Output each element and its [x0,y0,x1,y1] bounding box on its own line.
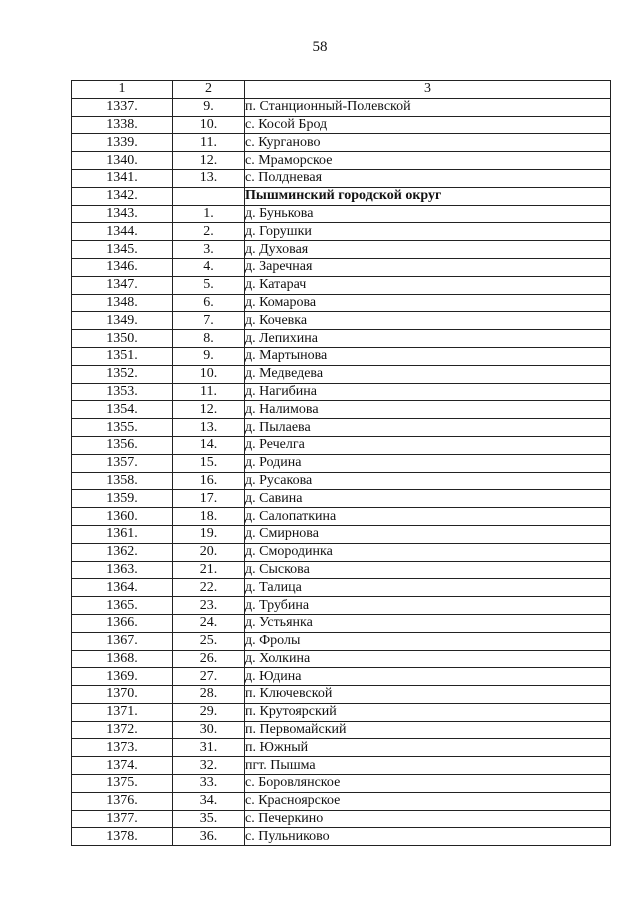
table-row [72,490,611,508]
table-row [72,721,611,739]
district-number-cell: 28. [173,686,245,704]
row-number-cell: 1339. [72,134,173,152]
row-number-cell: 1368. [72,650,173,668]
table-row [72,276,611,294]
district-number-cell: 1. [173,205,245,223]
settlement-name-cell: д. Налимова [245,401,611,419]
row-number-cell: 1350. [72,330,173,348]
district-number-cell: 23. [173,597,245,615]
table-row [72,436,611,454]
settlement-name-cell: с. Полдневая [245,169,611,187]
row-number-cell: 1349. [72,312,173,330]
table-row [72,632,611,650]
settlement-name-cell: с. Боровлянское [245,775,611,793]
row-number-cell: 1355. [72,419,173,437]
district-number-cell: 11. [173,134,245,152]
district-number-cell: 12. [173,152,245,170]
table-row [72,419,611,437]
settlement-name-cell: д. Катарач [245,276,611,294]
district-number-cell: 9. [173,98,245,116]
settlement-name-cell: д. Комарова [245,294,611,312]
row-number-cell: 1361. [72,525,173,543]
row-number-cell: 1352. [72,365,173,383]
row-number-cell: 1345. [72,241,173,259]
row-number-cell: 1346. [72,258,173,276]
table-row [72,258,611,276]
district-number-cell: 35. [173,810,245,828]
settlement-name-cell: д. Салопаткина [245,508,611,526]
district-number-cell: 13. [173,419,245,437]
row-number-cell: 1376. [72,792,173,810]
settlement-name-cell: д. Горушки [245,223,611,241]
settlement-name-cell: д. Лепихина [245,330,611,348]
settlement-name-cell: с. Печеркино [245,810,611,828]
row-number-cell: 1370. [72,686,173,704]
settlement-name-cell: с. Мраморское [245,152,611,170]
settlement-name-cell: д. Холкина [245,650,611,668]
district-number-cell: 16. [173,472,245,490]
table-row [72,330,611,348]
table-row [72,739,611,757]
district-number-cell: 14. [173,436,245,454]
table-row [72,579,611,597]
table-row [72,792,611,810]
settlement-name-cell: пгт. Пышма [245,757,611,775]
settlement-name-cell: д. Пылаева [245,419,611,437]
table-row [72,668,611,686]
row-number-cell: 1359. [72,490,173,508]
table-row [72,508,611,526]
table-row [72,347,611,365]
district-number-cell: 19. [173,525,245,543]
district-number-cell: 5. [173,276,245,294]
settlement-name-cell: д. Талица [245,579,611,597]
settlement-name-cell: д. Мартынова [245,347,611,365]
row-number-cell: 1365. [72,597,173,615]
row-number-cell: 1341. [72,169,173,187]
table-row [72,525,611,543]
page-number: 58 [312,39,328,55]
settlement-name-cell: д. Смирнова [245,525,611,543]
settlements-table [71,80,611,846]
table-row [72,241,611,259]
district-number-cell: 11. [173,383,245,401]
table-row [72,187,611,205]
row-number-cell: 1357. [72,454,173,472]
district-number-cell: 32. [173,757,245,775]
district-number-cell: 12. [173,401,245,419]
table-header-row [72,81,611,99]
table-row [72,597,611,615]
row-number-cell: 1371. [72,703,173,721]
table-row [72,561,611,579]
table-row [72,401,611,419]
row-number-cell: 1358. [72,472,173,490]
table-row [72,383,611,401]
settlement-name-cell: д. Родина [245,454,611,472]
settlement-name-cell: д. Савина [245,490,611,508]
district-number-cell: 20. [173,543,245,561]
settlement-name-cell: д. Речелга [245,436,611,454]
row-number-cell: 1348. [72,294,173,312]
settlement-name-cell: д. Заречная [245,258,611,276]
district-number-cell: 25. [173,632,245,650]
district-number-cell: 27. [173,668,245,686]
row-number-cell: 1353. [72,383,173,401]
table-body [72,98,611,845]
settlement-name-cell: д. Фролы [245,632,611,650]
row-number-cell: 1338. [72,116,173,134]
row-number-cell: 1351. [72,347,173,365]
table-row [72,223,611,241]
row-number-cell: 1372. [72,721,173,739]
table-row [72,294,611,312]
table-row [72,152,611,170]
settlement-name-cell: д. Русакова [245,472,611,490]
table-row [72,775,611,793]
district-number-cell: 33. [173,775,245,793]
settlement-name-cell: д. Устьянка [245,614,611,632]
settlement-name-cell: д. Бунькова [245,205,611,223]
district-number-cell: 10. [173,365,245,383]
settlement-name-cell: п. Крутоярский [245,703,611,721]
row-number-cell: 1377. [72,810,173,828]
settlement-name-cell: д. Трубина [245,597,611,615]
column-header-3: 3 [245,81,611,99]
district-number-cell: 10. [173,116,245,134]
settlement-name-cell: с. Курганово [245,134,611,152]
district-number-cell: 24. [173,614,245,632]
district-number-cell: 6. [173,294,245,312]
settlement-name-cell: д. Юдина [245,668,611,686]
district-number-cell: 13. [173,169,245,187]
district-number-cell: 31. [173,739,245,757]
row-number-cell: 1362. [72,543,173,561]
district-heading-cell: Пышминский городской округ [245,187,611,205]
settlement-name-cell: д. Кочевка [245,312,611,330]
district-number-cell: 3. [173,241,245,259]
row-number-cell: 1340. [72,152,173,170]
row-number-cell: 1363. [72,561,173,579]
settlement-name-cell: д. Сыскова [245,561,611,579]
settlement-name-cell: с. Косой Брод [245,116,611,134]
table-row [72,828,611,846]
table-row [72,98,611,116]
row-number-cell: 1343. [72,205,173,223]
settlement-name-cell: п. Станционный-Полевской [245,98,611,116]
settlement-name-cell: с. Пульниково [245,828,611,846]
district-number-cell: 2. [173,223,245,241]
row-number-cell: 1364. [72,579,173,597]
district-number-cell: 9. [173,347,245,365]
district-number-cell: 18. [173,508,245,526]
column-header-1: 1 [72,81,173,99]
row-number-cell: 1342. [72,187,173,205]
district-number-cell: 36. [173,828,245,846]
table-row [72,543,611,561]
district-number-cell: 21. [173,561,245,579]
table-row [72,365,611,383]
district-number-cell: 29. [173,703,245,721]
row-number-cell: 1367. [72,632,173,650]
table-row [72,116,611,134]
table-row [72,454,611,472]
district-number-cell: 8. [173,330,245,348]
district-number-cell: 7. [173,312,245,330]
row-number-cell: 1373. [72,739,173,757]
table-row [72,757,611,775]
table-row [72,686,611,704]
district-number-cell: 22. [173,579,245,597]
row-number-cell: 1347. [72,276,173,294]
row-number-cell: 1356. [72,436,173,454]
table-row [72,472,611,490]
table-row [72,650,611,668]
table-row [72,134,611,152]
district-number-cell: 26. [173,650,245,668]
district-number-cell: 30. [173,721,245,739]
table-row [72,703,611,721]
table-row [72,810,611,828]
row-number-cell: 1369. [72,668,173,686]
settlement-name-cell: с. Красноярское [245,792,611,810]
row-number-cell: 1366. [72,614,173,632]
table-row [72,205,611,223]
settlement-name-cell: д. Смородинка [245,543,611,561]
district-number-cell: 17. [173,490,245,508]
row-number-cell: 1374. [72,757,173,775]
settlement-name-cell: п. Южный [245,739,611,757]
table-row [72,614,611,632]
row-number-cell: 1360. [72,508,173,526]
district-number-cell: 15. [173,454,245,472]
table-row [72,169,611,187]
table-row [72,312,611,330]
row-number-cell: 1337. [72,98,173,116]
settlement-name-cell: д. Духовая [245,241,611,259]
settlement-name-cell: п. Ключевской [245,686,611,704]
settlement-name-cell: п. Первомайский [245,721,611,739]
row-number-cell: 1378. [72,828,173,846]
district-number-cell: 4. [173,258,245,276]
column-header-2: 2 [173,81,245,99]
row-number-cell: 1375. [72,775,173,793]
district-number-cell [173,187,245,205]
row-number-cell: 1344. [72,223,173,241]
settlement-name-cell: д. Нагибина [245,383,611,401]
district-number-cell: 34. [173,792,245,810]
row-number-cell: 1354. [72,401,173,419]
settlement-name-cell: д. Медведева [245,365,611,383]
